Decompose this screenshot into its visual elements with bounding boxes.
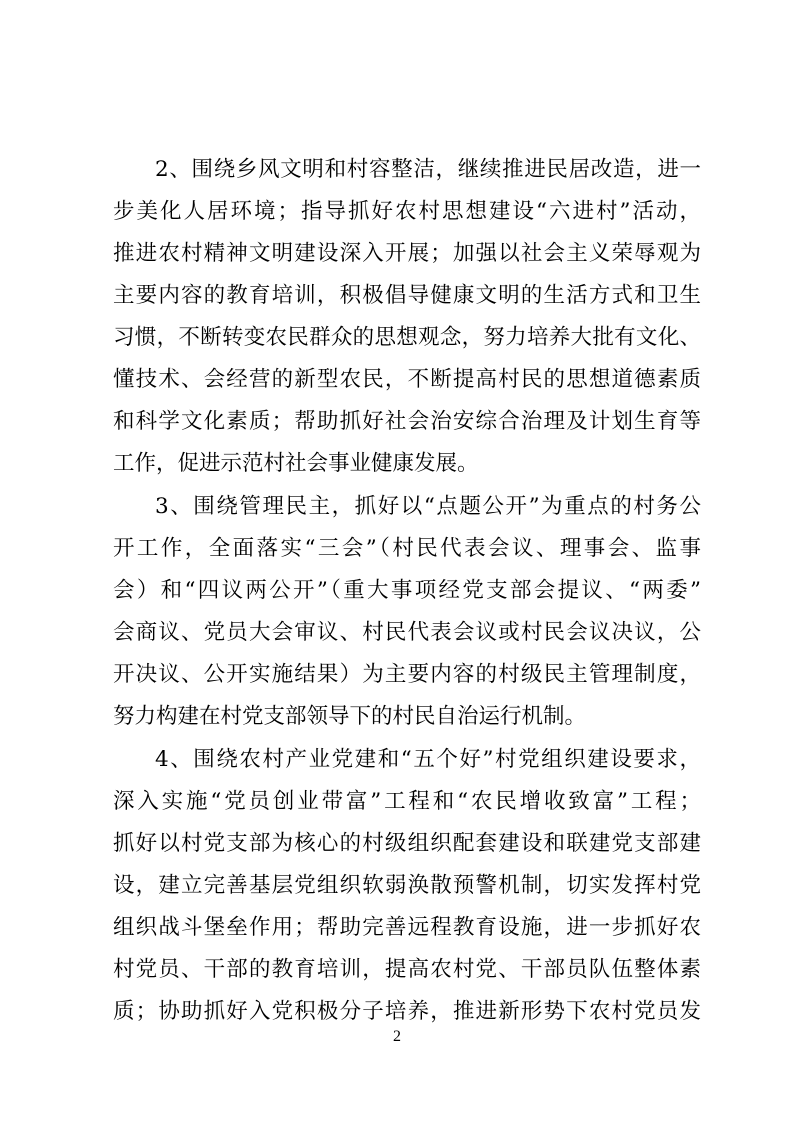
paragraph-4-line-1: 4、围绕农村产业党建和“五个好”村党组织建设要求， — [155, 747, 701, 772]
paragraph-2-line-2: 步美化人居环境；指导抓好农村思想建设“六进村”活动， — [113, 199, 701, 224]
paragraph-4-line-4: 设，建立完善基层党组织软弱涣散预警机制，切实发挥村党 — [113, 873, 701, 898]
paragraph-2-line-4: 主要内容的教育培训，积极倡导健康文明的生活方式和卫生 — [113, 283, 701, 308]
paragraph-3-line-4: 会商议、党员大会审议、村民代表会议或村民会议决议，公 — [113, 620, 701, 645]
paragraph-4-line-5: 组织战斗堡垒作用；帮助完善远程教育设施，进一步抓好农 — [113, 915, 701, 940]
paragraph-2-line-5: 习惯，不断转变农民群众的思想观念，努力培养大批有文化、 — [113, 325, 701, 350]
paragraph-4-line-6: 村党员、干部的教育培训，提高农村党、干部员队伍整体素 — [113, 957, 701, 982]
paragraph-2-line-6: 懂技术、会经营的新型农民，不断提高村民的思想道德素质 — [113, 367, 701, 392]
paragraph-2-line-3: 推进农村精神文明建设深入开展；加强以社会主义荣辱观为 — [113, 241, 701, 266]
paragraph-4-line-7: 质；协助抓好入党积极分子培养，推进新形势下农村党员发 — [113, 999, 701, 1024]
paragraph-3-line-6: 努力构建在村党支部领导下的村民自治运行机制。 — [113, 704, 587, 729]
paragraph-2-line-7: 和科学文化素质；帮助抓好社会治安综合治理及计划生育等 — [113, 409, 701, 434]
paragraph-4-line-3: 抓好以村党支部为核心的村级组织配套建设和联建党支部建 — [113, 831, 701, 856]
paragraph-3-line-3: 会）和“四议两公开”（重大事项经党支部会提议、“两委” — [113, 578, 701, 603]
paragraph-3-line-5: 开决议、公开实施结果）为主要内容的村级民主管理制度， — [113, 662, 701, 687]
paragraph-3-line-1: 3、围绕管理民主，抓好以“点题公开”为重点的村务公 — [155, 494, 701, 519]
paragraph-4-line-2: 深入实施“党员创业带富”工程和“农民增收致富”工程； — [113, 789, 701, 814]
paragraph-2-line-1: 2、围绕乡风文明和村容整洁，继续推进民居改造，进一 — [155, 157, 701, 182]
paragraph-2-line-8: 工作，促进示范村社会事业健康发展。 — [113, 451, 479, 476]
page-number: 2 — [393, 1028, 401, 1045]
paragraph-3-line-2: 开工作，全面落实“三会”（村民代表会议、理事会、监事 — [113, 536, 701, 561]
